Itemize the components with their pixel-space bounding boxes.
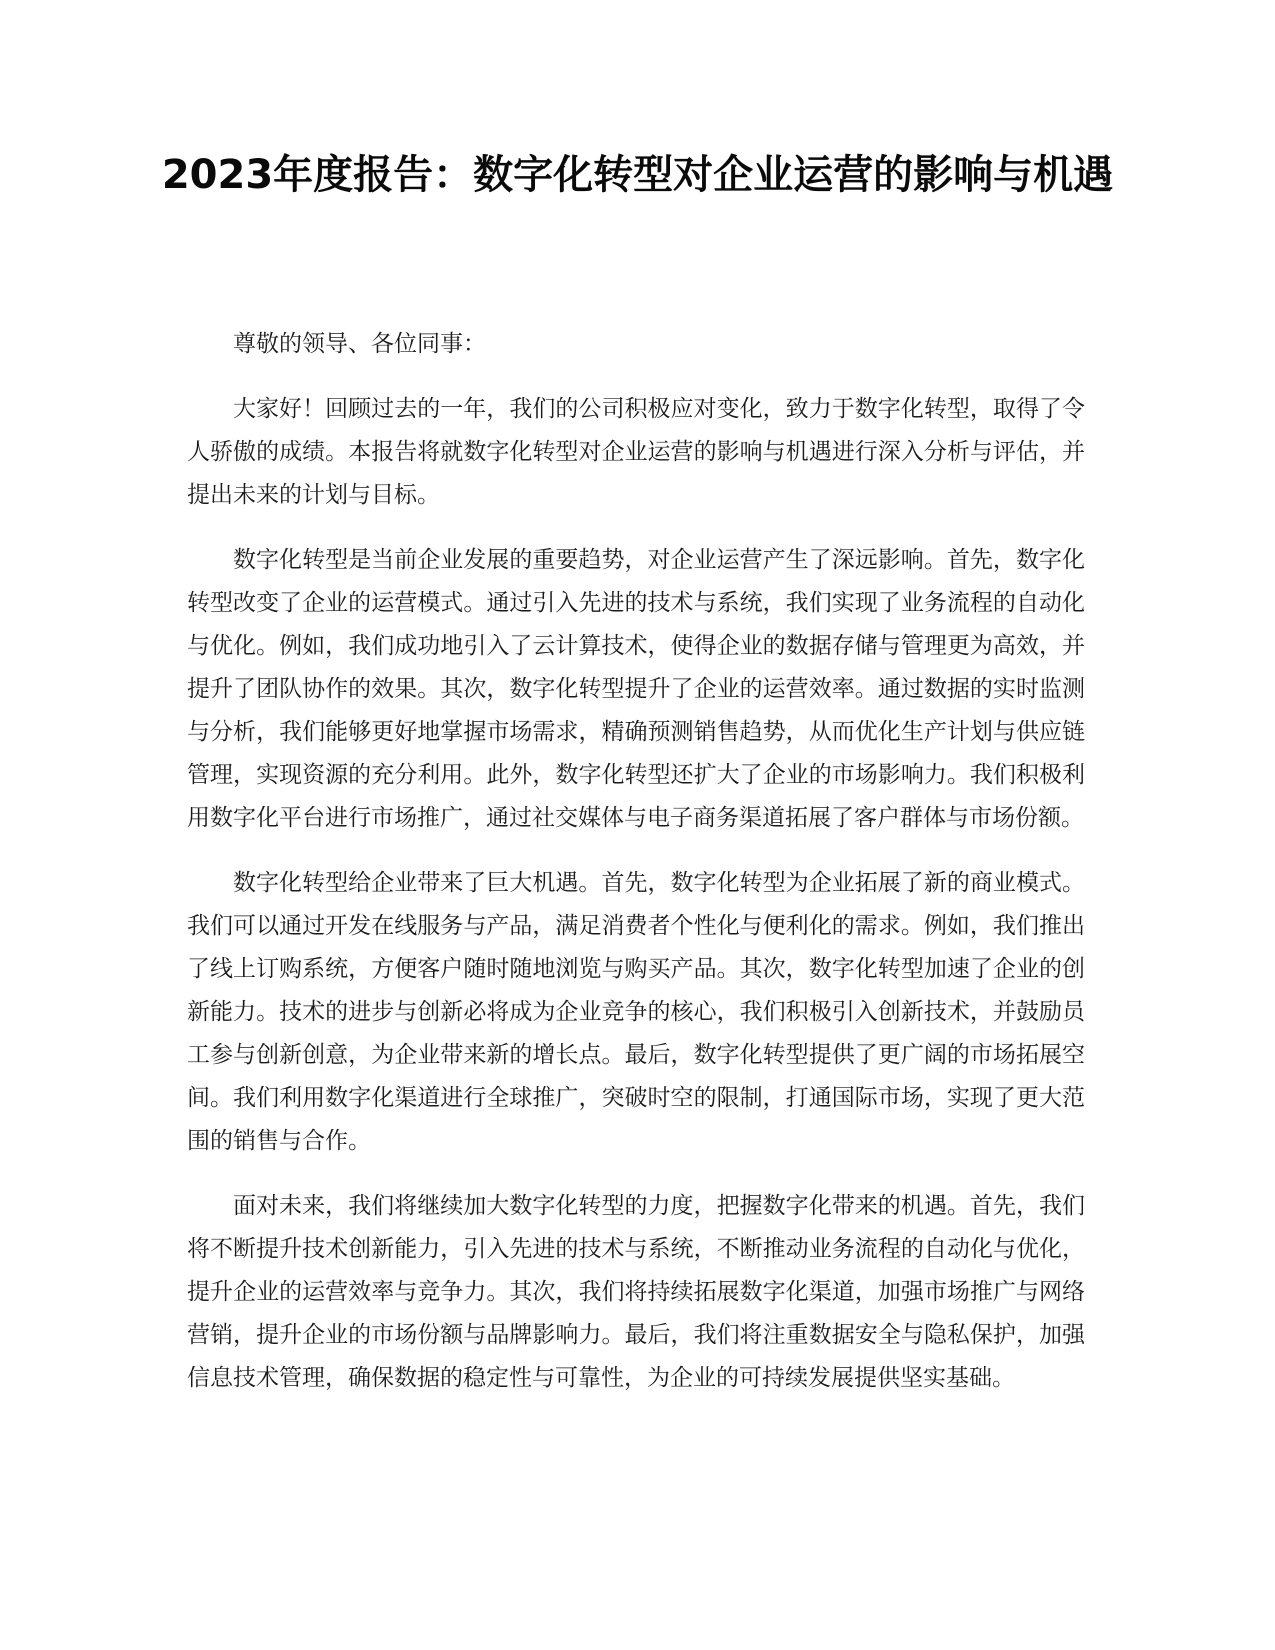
- paragraph-opportunities: 数字化转型给企业带来了巨大机遇。首先，数字化转型为企业拓展了新的商业模式。我们可以通过开发在线服务与产品，满足消费者个性化与便利化的需求。例如，我们推出了线上订购系统，方便客户随时随地浏览与购买产品。其次，数字化转型加速了企业的创新能力。技术的进步与创新必将成为企业竞争的核心，我们积极引入创新技术，并鼓励员工参与创新创意，为企业带来新的增长点。最后，数字化转型提供了更广阔的市场拓展空间。我们利用数字化渠道进行全球推广，突破时空的限制，打通国际市场，实现了更大范围的销售与合作。: [187, 870, 1085, 1154]
- document-title: 2023年度报告：数字化转型对企业运营的影响与机遇: [161, 152, 1114, 198]
- paragraph-greeting: 大家好！回顾过去的一年，我们的公司积极应对变化，致力于数字化转型，取得了令人骄傲的成绩。本报告将就数字化转型对企业运营的影响与机遇进行深入分析与评估，并提出未来的计划与目标。: [187, 396, 1085, 508]
- paragraph-future-plans: 面对未来，我们将继续加大数字化转型的力度，把握数字化带来的机遇。首先，我们将不断提升技术创新能力，引入先进的技术与系统，不断推动业务流程的自动化与优化，提升企业的运营效率与竞争力。其次，我们将持续拓展数字化渠道，加强市场推广与网络营销，提升企业的市场份额与品牌影响力。最后，我们将注重数据安全与隐私保护，加强信息技术管理，确保数据的稳定性与可靠性，为企业的可持续发展提供坚实基础。: [187, 1193, 1085, 1391]
- salutation: 尊敬的领导、各位同事：: [233, 331, 486, 357]
- document-body: [187, 323, 1085, 1400]
- paragraph-impact: 数字化转型是当前企业发展的重要趋势，对企业运营产生了深远影响。首先，数字化转型改变了企业的运营模式。通过引入先进的技术与系统，我们实现了业务流程的自动化与优化。例如，我们成功地引入了云计算技术，使得企业的数据存储与管理更为高效，并提升了团队协作的效果。其次，数字化转型提升了企业的运营效率。通过数据的实时监测与分析，我们能够更好地掌握市场需求，精确预测销售趋势，从而优化生产计划与供应链管理，实现资源的充分利用。此外，数字化转型还扩大了企业的市场影响力。我们积极利用数字化平台进行市场推广，通过社交媒体与电子商务渠道拓展了客户群体与市场份额。: [187, 547, 1085, 831]
